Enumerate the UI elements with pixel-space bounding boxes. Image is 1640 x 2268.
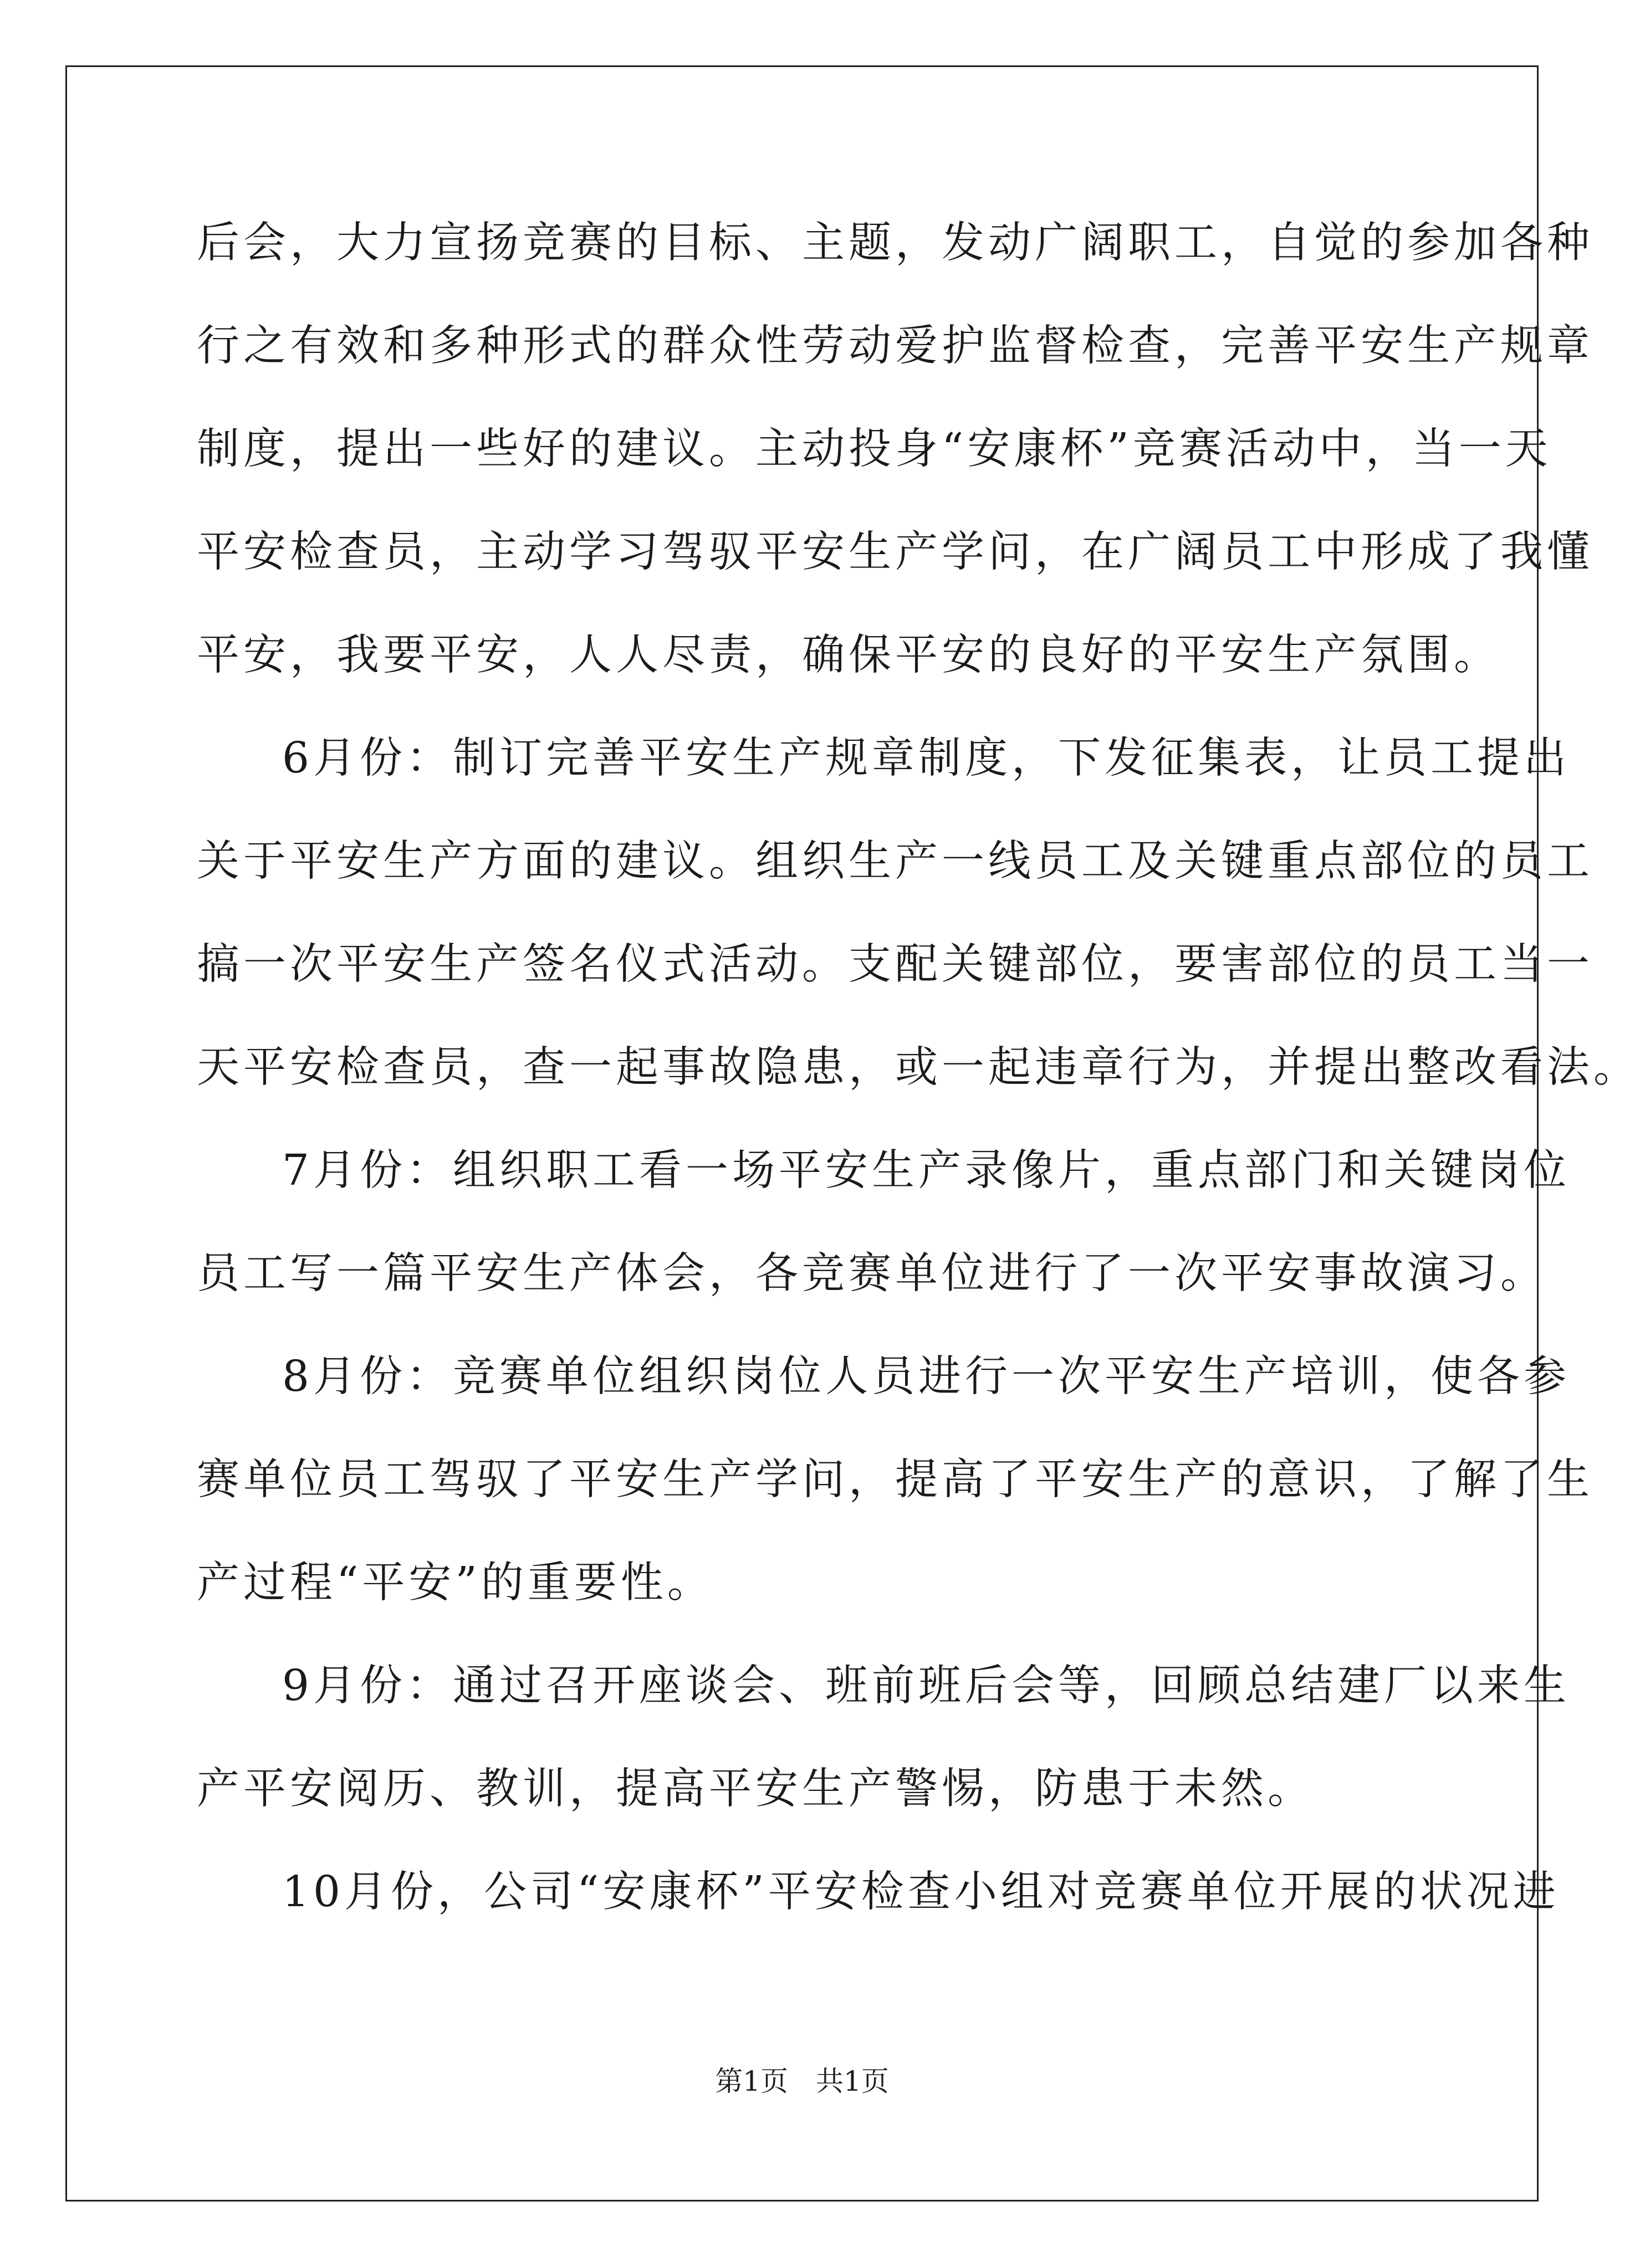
text-line: 产平安阅历、教训，提高平安生产警惕，防患于未然。 (197, 1764, 1314, 1814)
text-line: 6月份：制订完善平安生产规章制度，下发征集表，让员工提出 (282, 734, 1570, 783)
text-line: 平安，我要平安，人人尽责，确保平安的良好的平安生产氛围。 (197, 631, 1500, 680)
text-line: 关于平安生产方面的建议。组织生产一线员工及关键重点部位的员工 (197, 837, 1593, 886)
text-line: 制度，提出一些好的建议。主动投身“安康杯”竞赛活动中，当一天 (197, 424, 1552, 474)
page-number: 第1页 (715, 2065, 788, 2097)
document-body (197, 213, 1640, 1965)
text-line: 赛单位员工驾驭了平安生产学问，提高了平安生产的意识，了解了生 (197, 1455, 1593, 1504)
text-line: 行之有效和多种形式的群众性劳动爱护监督检查，完善平安生产规章 (197, 321, 1593, 371)
text-line: 后会，大力宣扬竞赛的目标、主题，发动广阔职工，自觉的参加各种 (197, 218, 1593, 268)
text-line: 天平安检查员，查一起事故隐患，或一起违章行为，并提出整改看法。 (197, 1043, 1640, 1092)
text-line: 10月份，公司“安康杯”平安检查小组对竞赛单位开展的状况进 (282, 1867, 1560, 1917)
page-footer (0, 2065, 1604, 2098)
text-line: 8月份：竞赛单位组织岗位人员进行一次平安生产培训，使各参 (282, 1352, 1570, 1401)
text-line: 平安检查员，主动学习驾驭平安生产学问，在广阔员工中形成了我懂 (197, 528, 1593, 577)
page-total: 共1页 (816, 2065, 889, 2097)
text-line: 员工写一篇平安生产体会，各竞赛单位进行了一次平安事故演习。 (197, 1249, 1547, 1298)
text-line: 搞一次平安生产签名仪式活动。支配关键部位，要害部位的员工当一 (197, 940, 1593, 989)
text-line: 产过程“平安”的重要性。 (197, 1558, 714, 1607)
text-line: 7月份：组织职工看一场平安生产录像片，重点部门和关键岗位 (282, 1146, 1570, 1195)
text-line: 9月份：通过召开座谈会、班前班后会等，回顾总结建厂以来生 (282, 1661, 1570, 1711)
